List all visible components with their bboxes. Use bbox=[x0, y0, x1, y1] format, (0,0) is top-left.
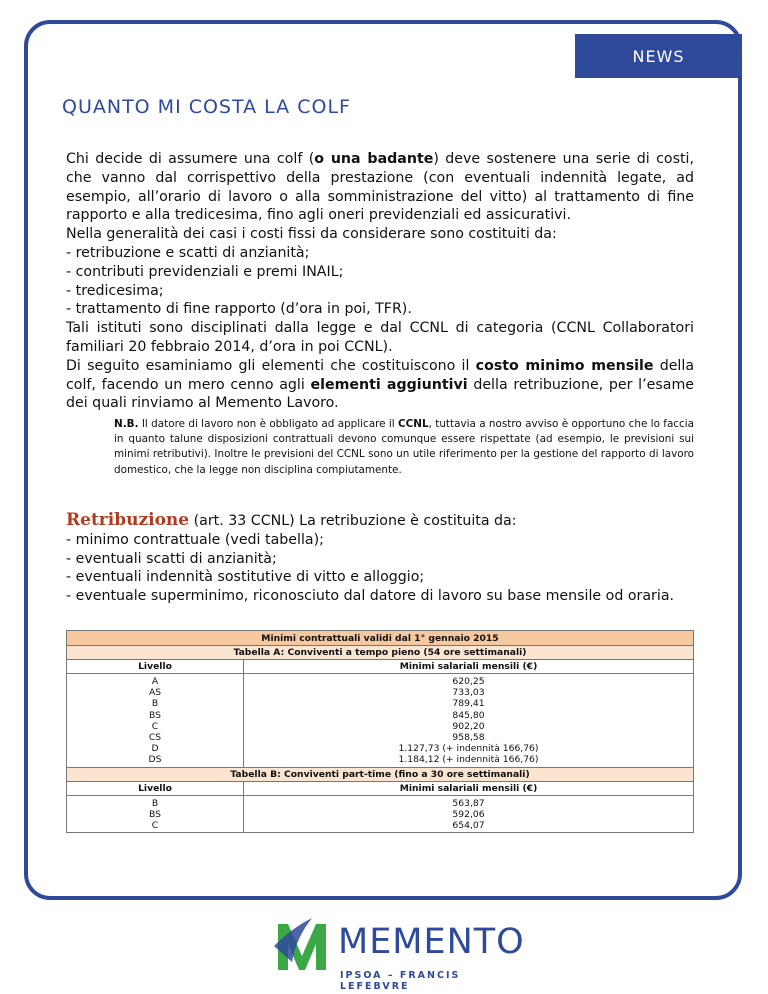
memento-mark-icon bbox=[272, 916, 334, 978]
table-cell: B bbox=[151, 698, 159, 710]
table-a-levels bbox=[67, 674, 244, 768]
column-header-value: Minimi salariali mensili (€) bbox=[244, 660, 694, 674]
table-cell: 1.127,73 (+ indennità 166,76) bbox=[398, 743, 539, 755]
column-header-level: Livello bbox=[67, 781, 244, 795]
logo-subtitle: IPSOA – FRANCIS LEFEBVRE bbox=[340, 970, 461, 992]
table-cell: 1.184,12 (+ indennità 166,76) bbox=[398, 754, 539, 766]
page-title: QUANTO MI COSTA LA COLF bbox=[62, 96, 351, 118]
table-a-values bbox=[244, 674, 694, 768]
memento-logo bbox=[272, 910, 525, 992]
column-header-value: Minimi salariali mensili (€) bbox=[244, 781, 694, 795]
table-cell: C bbox=[151, 720, 159, 732]
list-item: - trattamento di fine rapporto (d’ora in poi, TFR). bbox=[66, 301, 412, 318]
intro-paragraph-4: Di seguito esaminiamo gli elementi che costituiscono il costo minimo mensile della colf, facendo un mero cenno agli elementi aggiuntivi della retribuzione, per l’esame dei quali rinviamo al Memento Lavoro. bbox=[66, 357, 695, 412]
table-cell: BS bbox=[149, 808, 161, 820]
table-b-title: Tabella B: Conviventi part-time (fino a 30 ore settimanali) bbox=[67, 767, 694, 781]
table-b-levels bbox=[67, 795, 244, 833]
table-cell: 845,80 bbox=[452, 709, 485, 721]
retribuzione-section: Retribuzione (art. 33 CCNL) La retribuzione è costituita da: - minimo contrattuale (vedi tabella); - eventuali scatti di anzianità; - eventuali indennità sostitutive di vitto e alloggio; - eventuale superminimo, riconosciuto dal datore di lavoro su base mensile od oraria. bbox=[66, 511, 694, 606]
table-cell: CS bbox=[148, 732, 162, 744]
list-item: - retribuzione e scatti di anzianità; bbox=[66, 244, 310, 261]
list-item: - eventuali indennità sostitutive di vitto e alloggio; bbox=[66, 569, 425, 586]
news-tab: NEWS bbox=[575, 34, 742, 78]
table-cell: D bbox=[151, 743, 159, 755]
table-a-title: Tabella A: Conviventi a tempo pieno (54 ore settimanali) bbox=[67, 646, 694, 660]
intro-text bbox=[66, 150, 694, 413]
table-cell: 620,25 bbox=[452, 676, 485, 687]
column-header-level: Livello bbox=[67, 660, 244, 674]
table-cell: B bbox=[151, 797, 159, 809]
section-heading: Retribuzione bbox=[66, 510, 190, 530]
table-cell: 563,87 bbox=[452, 797, 485, 809]
list-item: - minimo contrattuale (vedi tabella); bbox=[66, 531, 324, 548]
table-cell: AS bbox=[148, 687, 162, 699]
list-item: - contributi previdenziali e premi INAIL; bbox=[66, 263, 344, 280]
note-nb: N.B. Il datore di lavoro non è obbligato ad applicare il CCNL, tuttavia a nostro avviso è opportuno che lo faccia in quanto talune disposizioni contrattuali devono comunque essere rispettate (ad esempio, le previsioni sui minimi retributivi). Inoltre le previsioni del CCNL sono un utile riferimento per la gestione del rapporto di lavoro domestico, che la legge non disciplina compiutamente. bbox=[114, 418, 694, 476]
intro-paragraph-2: Nella generalità dei casi i costi fissi da considerare sono costituiti da: bbox=[66, 226, 557, 243]
list-item: - eventuale superminimo, riconosciuto dal datore di lavoro su base mensile od oraria. bbox=[66, 588, 675, 605]
table-cell: 958,58 bbox=[452, 732, 485, 744]
list-item: - eventuali scatti di anzianità; bbox=[66, 550, 277, 567]
table-caption: Minimi contrattuali validi dal 1° gennaio 2015 bbox=[67, 631, 694, 646]
intro-paragraph-3: Tali istituti sono disciplinati dalla legge e dal CCNL di categoria (CCNL Collaboratori familiari 20 febbraio 2014, d’ora in poi CCNL). bbox=[66, 320, 694, 355]
salary-table bbox=[66, 630, 694, 833]
list-item: - tredicesima; bbox=[66, 282, 164, 299]
table-cell: C bbox=[151, 820, 159, 832]
table-cell: 789,41 bbox=[452, 698, 485, 710]
table-cell: 902,20 bbox=[452, 720, 485, 732]
table-cell: 654,07 bbox=[452, 820, 485, 832]
table-cell: A bbox=[151, 676, 159, 687]
table-cell: DS bbox=[148, 754, 162, 766]
logo-wordmark: MEMENTO bbox=[338, 922, 525, 962]
intro-paragraph-1: Chi decide di assumere una colf (o una badante) deve sostenere una serie di costi, che vanno dal corrispettivo della prestazione (con eventuali indennità legate, ad esempio, all’orario di lavoro o alla somministrazione del vitto) al trattamento di fine rapporto e alla tredicesima, fino agli oneri previdenziali ed assicurativi. bbox=[66, 151, 694, 224]
table-b-values bbox=[244, 795, 694, 833]
table-cell: 592,06 bbox=[452, 808, 485, 820]
table-cell: 733,03 bbox=[452, 687, 485, 699]
table-cell: BS bbox=[149, 709, 161, 721]
